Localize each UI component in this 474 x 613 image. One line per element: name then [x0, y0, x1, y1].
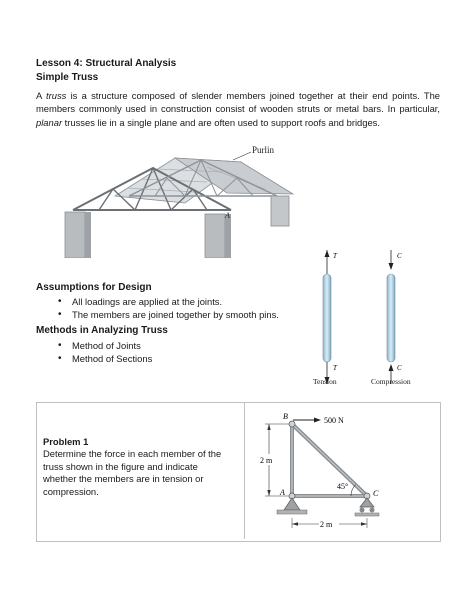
- tension-top-t: T: [333, 252, 337, 260]
- compression-top-c: C: [397, 252, 402, 260]
- problem-box: [36, 402, 441, 542]
- compression-bottom-c: C: [397, 364, 402, 372]
- joint-b-label: B: [283, 412, 288, 421]
- problem-text: Determine the force in each member of the truss shown in the figure and indicate whether the members are in tension or compression.: [43, 448, 222, 497]
- list-item: • The members are joined together by smooth pins.: [50, 308, 340, 321]
- problem-truss-figure: [249, 406, 435, 538]
- list-item: • Method of Joints: [50, 339, 250, 352]
- height-label: 2 m: [260, 456, 273, 465]
- purlin-label: Purlin: [252, 145, 275, 155]
- compression-label: Compression: [371, 377, 411, 386]
- tension-compression-figure: [305, 248, 430, 388]
- tension-bottom-t: T: [333, 364, 337, 372]
- tension-label: Tension: [313, 377, 337, 386]
- angle-label: 45°: [337, 482, 349, 491]
- problem-title: Problem 1: [43, 436, 89, 447]
- assumptions-list: [50, 295, 340, 321]
- lesson-title: Lesson 4: Structural Analysis: [36, 58, 177, 69]
- roof-truss-figure: [55, 138, 305, 258]
- list-item: • All loadings are applied at the joints.: [50, 295, 340, 308]
- problem-text-cell: [37, 403, 245, 539]
- joint-a-label: A: [280, 488, 285, 497]
- methods-heading: Methods in Analyzing Truss: [36, 325, 168, 336]
- intro-paragraph: A truss is a structure composed of slender members joined together at their end points. The members commonly used in construction consist of wooden struts or metal bars. In particular, planar trusses lie in a single plane and are often used to support roofs and bridges.: [36, 90, 440, 128]
- methods-list: [50, 339, 250, 365]
- point-a-label: A: [225, 211, 230, 220]
- simple-truss-heading: Simple Truss: [36, 72, 99, 83]
- joint-c-label: C: [373, 489, 379, 498]
- assumptions-heading: Assumptions for Design: [36, 282, 152, 293]
- load-label: 500 N: [324, 416, 344, 425]
- list-item: • Method of Sections: [50, 352, 250, 365]
- width-label: 2 m: [320, 520, 333, 529]
